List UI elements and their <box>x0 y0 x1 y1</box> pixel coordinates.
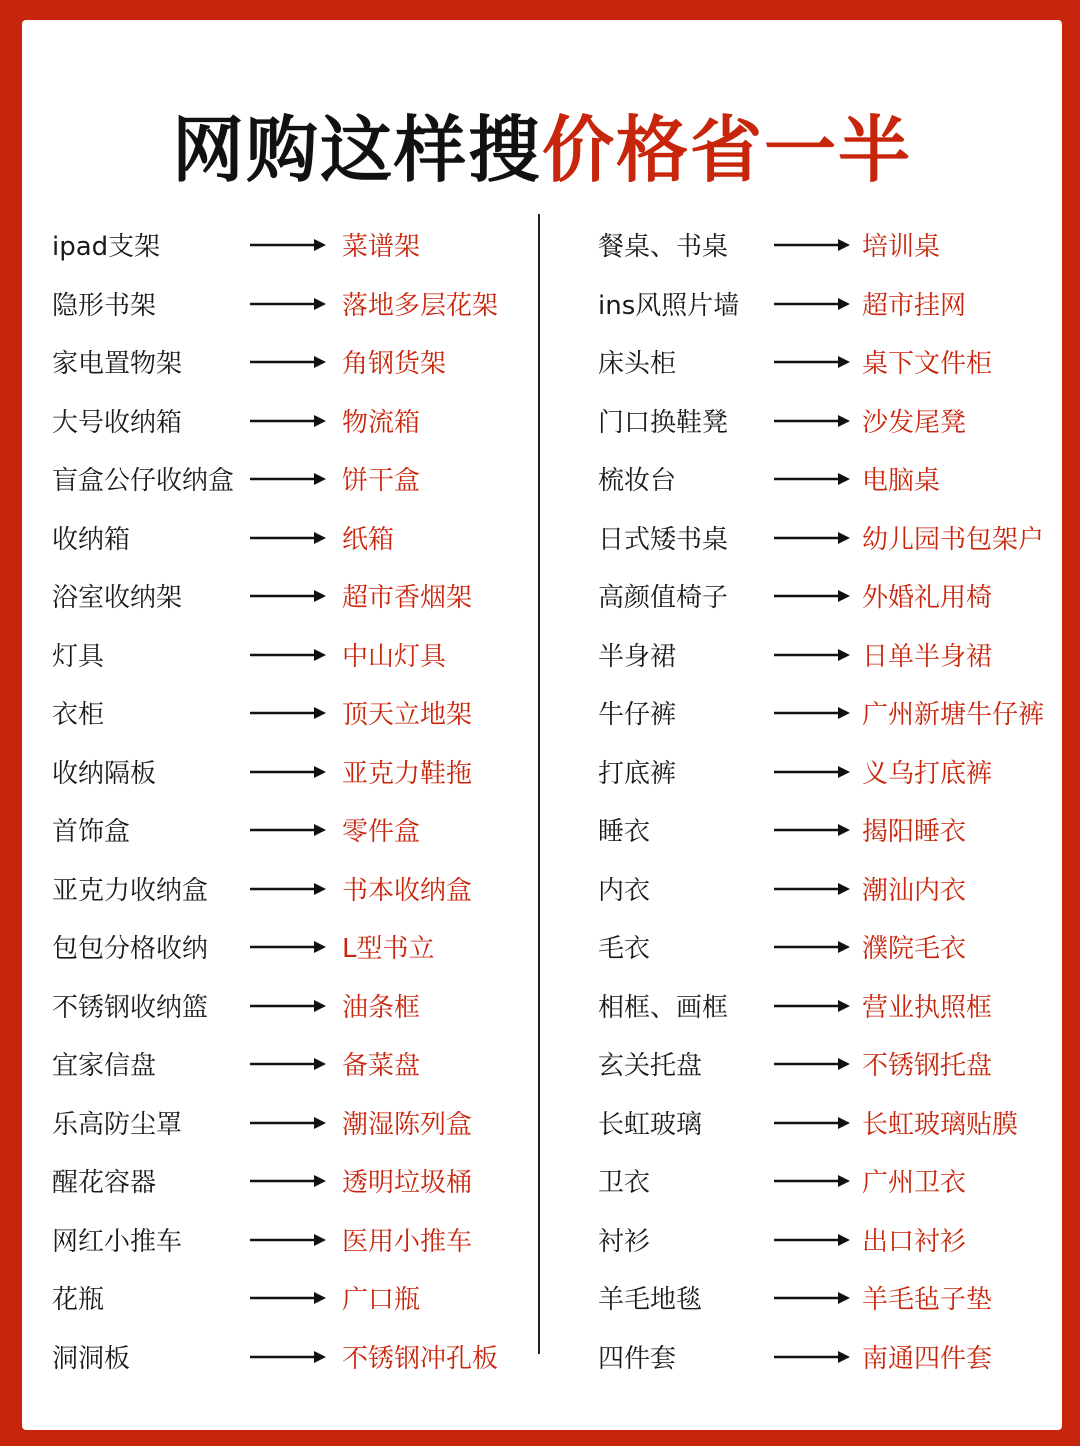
replacement-keyword: 医用小推车 <box>342 1226 473 1257</box>
right-arrow-icon <box>250 883 326 895</box>
right-arrow-icon <box>774 1234 850 1246</box>
replacement-keyword: 潮湿陈列盒 <box>342 1109 473 1140</box>
right-arrow-icon <box>250 1292 326 1304</box>
keyword-row <box>52 214 522 273</box>
right-arrow-icon <box>774 824 850 836</box>
left-column <box>52 214 522 1384</box>
original-keyword: 不锈钢收纳篮 <box>52 992 209 1023</box>
keyword-row <box>52 390 522 449</box>
replacement-keyword: 长虹玻璃贴膜 <box>862 1109 1019 1140</box>
right-arrow-icon <box>250 649 326 661</box>
right-arrow-icon <box>250 1351 326 1363</box>
replacement-keyword: 饼干盒 <box>342 466 421 496</box>
original-keyword: ipad支架 <box>52 232 161 262</box>
original-keyword: 毛衣 <box>598 934 651 964</box>
original-keyword: 乐高防尘罩 <box>52 1109 183 1140</box>
keyword-row <box>52 1033 522 1092</box>
right-arrow-icon <box>774 1117 850 1129</box>
keyword-row <box>598 624 1058 683</box>
replacement-keyword: 桌下文件柜 <box>862 349 993 379</box>
replacement-keyword: 外婚礼用椅 <box>862 583 993 613</box>
replacement-keyword: 日单半身裙 <box>862 641 993 672</box>
replacement-keyword: 义乌打底裤 <box>862 758 993 789</box>
keyword-row <box>598 565 1058 624</box>
replacement-keyword: 油条框 <box>342 992 421 1023</box>
keyword-row <box>52 273 522 332</box>
replacement-keyword: 广口瓶 <box>342 1285 421 1315</box>
replacement-keyword: 濮院毛衣 <box>862 934 967 964</box>
original-keyword: 衬衫 <box>598 1226 651 1257</box>
keyword-row <box>598 682 1058 741</box>
original-keyword: 羊毛地毯 <box>598 1285 703 1315</box>
replacement-keyword: 幼儿园书包架户 <box>862 524 1045 555</box>
keyword-row <box>52 565 522 624</box>
right-arrow-icon <box>250 707 326 719</box>
right-arrow-icon <box>774 356 850 368</box>
right-column <box>598 214 1058 1384</box>
right-arrow-icon <box>774 1175 850 1187</box>
keyword-row <box>598 1150 1058 1209</box>
original-keyword: 收纳隔板 <box>52 758 157 789</box>
replacement-keyword: 揭阳睡衣 <box>862 817 967 847</box>
replacement-keyword: 培训桌 <box>862 232 941 262</box>
keyword-row <box>598 916 1058 975</box>
replacement-keyword: 菜谱架 <box>342 232 421 262</box>
right-arrow-icon <box>250 766 326 778</box>
keyword-row <box>52 624 522 683</box>
original-keyword: 宜家信盘 <box>52 1051 157 1081</box>
right-arrow-icon <box>250 473 326 485</box>
right-arrow-icon <box>774 1351 850 1363</box>
original-keyword: 醒花容器 <box>52 1168 157 1198</box>
original-keyword: 半身裙 <box>598 641 677 672</box>
replacement-keyword: 中山灯具 <box>342 641 447 672</box>
original-keyword: 家电置物架 <box>52 349 183 379</box>
original-keyword: 大号收纳箱 <box>52 407 183 438</box>
original-keyword: 高颜值椅子 <box>598 583 729 613</box>
keyword-row <box>52 1092 522 1151</box>
original-keyword: 玄关托盘 <box>598 1051 703 1081</box>
replacement-keyword: 纸箱 <box>342 524 395 555</box>
right-arrow-icon <box>250 298 326 310</box>
original-keyword: 收纳箱 <box>52 524 131 555</box>
original-keyword: 牛仔裤 <box>598 700 677 730</box>
original-keyword: 日式矮书桌 <box>598 524 729 555</box>
keyword-row <box>598 1033 1058 1092</box>
right-arrow-icon <box>250 824 326 836</box>
title-black-part: 网购这样搜 <box>171 108 542 192</box>
replacement-keyword: 营业执照框 <box>862 992 993 1023</box>
original-keyword: 衣柜 <box>52 700 105 730</box>
right-arrow-icon <box>774 298 850 310</box>
right-arrow-icon <box>250 1175 326 1187</box>
keyword-row <box>52 1209 522 1268</box>
original-keyword: 亚克力收纳盒 <box>52 875 209 906</box>
right-arrow-icon <box>774 1292 850 1304</box>
keyword-row <box>598 214 1058 273</box>
replacement-keyword: L型书立 <box>342 934 435 964</box>
keyword-row <box>52 448 522 507</box>
keyword-row <box>598 858 1058 917</box>
replacement-keyword: 不锈钢托盘 <box>862 1051 993 1081</box>
keyword-row <box>52 1326 522 1385</box>
right-arrow-icon <box>774 473 850 485</box>
original-keyword: 卫衣 <box>598 1168 651 1198</box>
right-arrow-icon <box>774 590 850 602</box>
original-keyword: 隐形书架 <box>52 290 157 321</box>
keyword-row <box>598 331 1058 390</box>
replacement-keyword: 透明垃圾桶 <box>342 1168 473 1198</box>
right-arrow-icon <box>250 590 326 602</box>
keyword-row <box>598 273 1058 332</box>
original-keyword: 内衣 <box>598 875 651 906</box>
original-keyword: 睡衣 <box>598 817 651 847</box>
right-arrow-icon <box>774 415 850 427</box>
right-arrow-icon <box>250 239 326 251</box>
right-arrow-icon <box>250 415 326 427</box>
original-keyword: 洞洞板 <box>52 1343 131 1374</box>
replacement-keyword: 超市挂网 <box>862 290 967 321</box>
original-keyword: 门口换鞋凳 <box>598 407 729 438</box>
replacement-keyword: 沙发尾凳 <box>862 407 967 438</box>
keyword-row <box>52 741 522 800</box>
replacement-keyword: 广州新塘牛仔裤 <box>862 700 1045 730</box>
original-keyword: ins风照片墙 <box>598 290 740 321</box>
keyword-row <box>52 1150 522 1209</box>
keyword-row <box>598 741 1058 800</box>
original-keyword: 网红小推车 <box>52 1226 183 1257</box>
keyword-row <box>598 390 1058 449</box>
replacement-keyword: 物流箱 <box>342 407 421 438</box>
original-keyword: 长虹玻璃 <box>598 1109 703 1140</box>
column-divider <box>538 214 540 1354</box>
right-arrow-icon <box>250 532 326 544</box>
replacement-keyword: 顶天立地架 <box>342 700 473 730</box>
right-arrow-icon <box>250 1058 326 1070</box>
right-arrow-icon <box>774 649 850 661</box>
original-keyword: 首饰盒 <box>52 817 131 847</box>
content-card <box>22 20 1062 1430</box>
replacement-keyword: 羊毛毡子垫 <box>862 1285 993 1315</box>
keyword-row <box>52 799 522 858</box>
replacement-keyword: 零件盒 <box>342 817 421 847</box>
replacement-keyword: 备菜盘 <box>342 1051 421 1081</box>
right-arrow-icon <box>774 532 850 544</box>
right-arrow-icon <box>774 766 850 778</box>
right-arrow-icon <box>774 1000 850 1012</box>
keyword-row <box>52 682 522 741</box>
original-keyword: 包包分格收纳 <box>52 934 209 964</box>
keyword-row <box>52 1267 522 1326</box>
keyword-row <box>52 975 522 1034</box>
keyword-row <box>598 448 1058 507</box>
replacement-keyword: 南通四件套 <box>862 1343 993 1374</box>
right-arrow-icon <box>250 1117 326 1129</box>
original-keyword: 打底裤 <box>598 758 677 789</box>
keyword-row <box>598 1267 1058 1326</box>
keyword-row <box>52 858 522 917</box>
keyword-row <box>52 507 522 566</box>
original-keyword: 花瓶 <box>52 1285 105 1315</box>
keyword-row <box>598 1326 1058 1385</box>
original-keyword: 餐桌、书桌 <box>598 232 729 262</box>
replacement-keyword: 落地多层花架 <box>342 290 499 321</box>
right-arrow-icon <box>250 356 326 368</box>
right-arrow-icon <box>774 941 850 953</box>
page-title <box>22 92 1062 196</box>
original-keyword: 床头柜 <box>598 349 677 379</box>
right-arrow-icon <box>250 941 326 953</box>
replacement-keyword: 广州卫衣 <box>862 1168 967 1198</box>
right-arrow-icon <box>774 707 850 719</box>
replacement-keyword: 超市香烟架 <box>342 583 473 613</box>
original-keyword: 灯具 <box>52 641 105 672</box>
original-keyword: 四件套 <box>598 1343 677 1374</box>
replacement-keyword: 不锈钢冲孔板 <box>342 1343 499 1374</box>
replacement-keyword: 潮汕内衣 <box>862 875 967 906</box>
keyword-row <box>598 799 1058 858</box>
original-keyword: 相框、画框 <box>598 992 729 1023</box>
title-red-part: 价格省一半 <box>542 108 913 192</box>
original-keyword: 梳妆台 <box>598 466 677 496</box>
keyword-row <box>598 1092 1058 1151</box>
right-arrow-icon <box>774 1058 850 1070</box>
original-keyword: 盲盒公仔收纳盒 <box>52 466 235 496</box>
right-arrow-icon <box>774 883 850 895</box>
keyword-row <box>52 916 522 975</box>
replacement-keyword: 亚克力鞋拖 <box>342 758 473 789</box>
replacement-keyword: 出口衬衫 <box>862 1226 967 1257</box>
right-arrow-icon <box>774 239 850 251</box>
keyword-row <box>598 1209 1058 1268</box>
replacement-keyword: 角钢货架 <box>342 349 447 379</box>
original-keyword: 浴室收纳架 <box>52 583 183 613</box>
keyword-row <box>52 331 522 390</box>
keyword-row <box>598 507 1058 566</box>
right-arrow-icon <box>250 1234 326 1246</box>
replacement-keyword: 书本收纳盒 <box>342 875 473 906</box>
keyword-row <box>598 975 1058 1034</box>
replacement-keyword: 电脑桌 <box>862 466 941 496</box>
right-arrow-icon <box>250 1000 326 1012</box>
